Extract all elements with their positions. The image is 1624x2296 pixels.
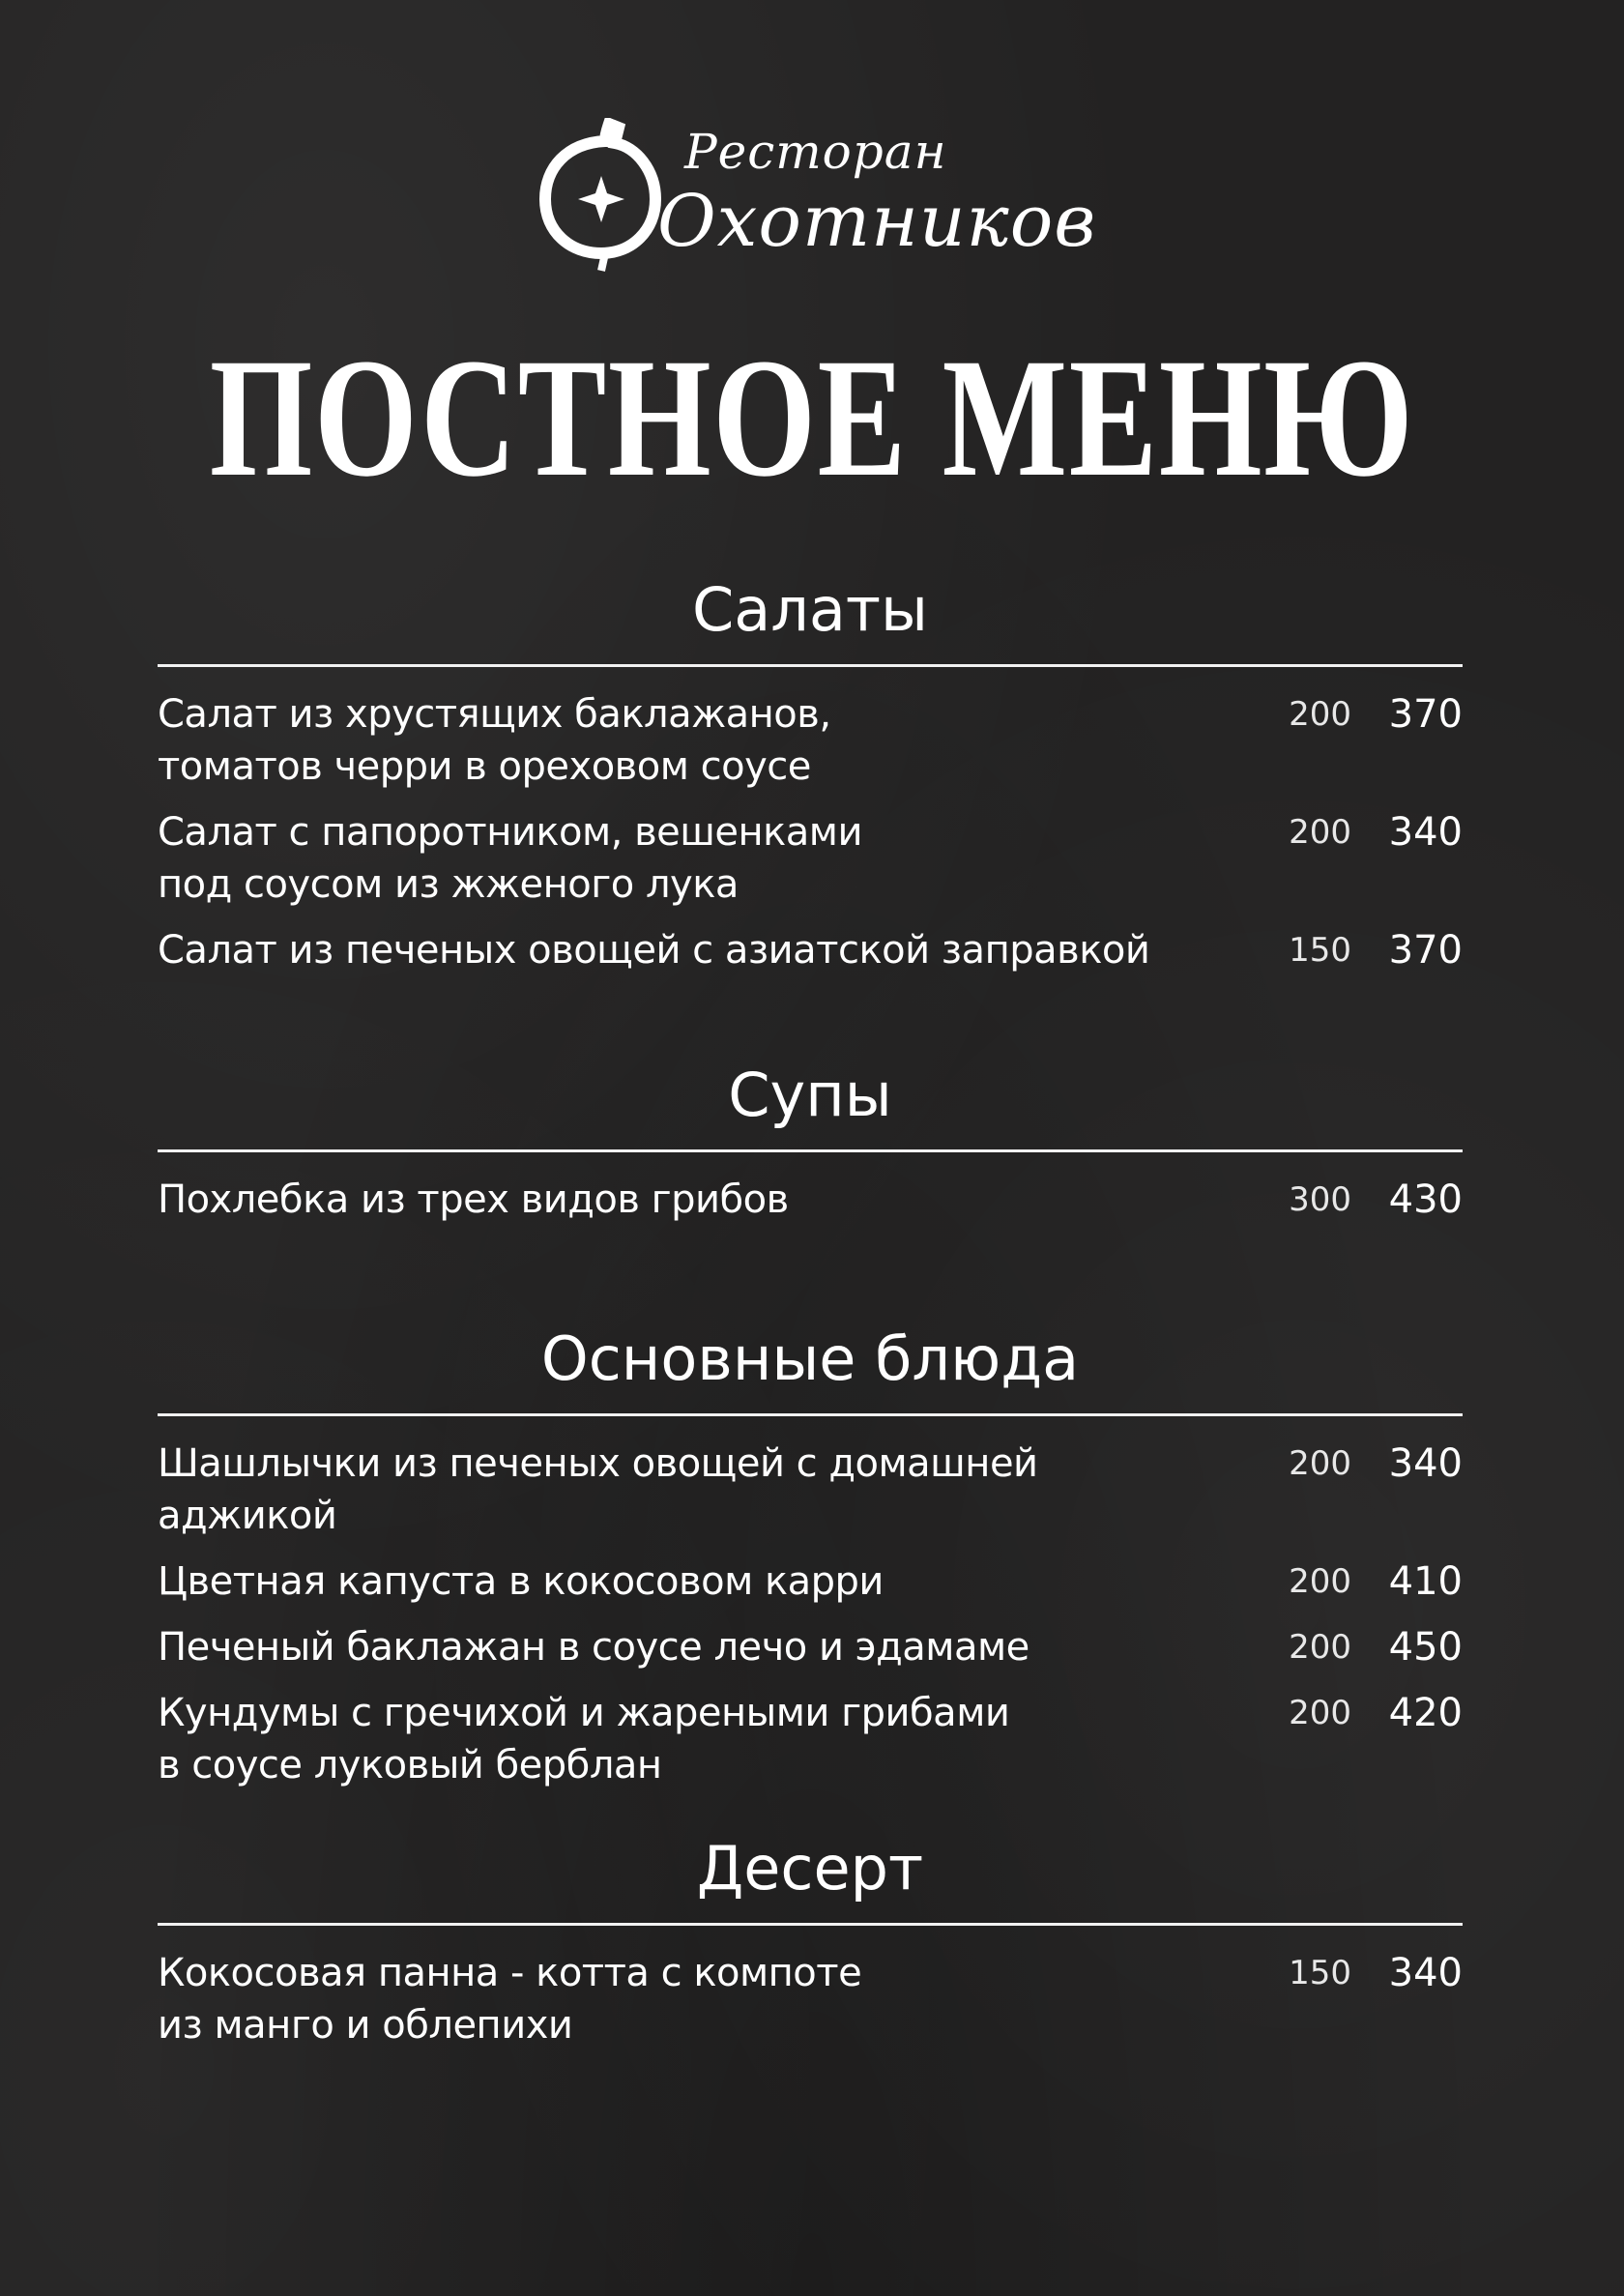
dish-name: Цветная капуста в кокосовом карри	[158, 1559, 884, 1604]
menu-item	[158, 1687, 1463, 1791]
menu-items	[158, 1438, 1463, 1791]
section-divider	[158, 1923, 1463, 1926]
logo-text-name: Охотников	[657, 180, 1097, 263]
menu-items	[158, 1947, 1463, 2051]
dish-name: Кундумы с гречихой и жареными грибами в соусе луковый берблан	[158, 1691, 1010, 1787]
menu-item	[158, 1438, 1463, 1542]
dish-name: Похлебка из трех видов грибов	[158, 1177, 789, 1222]
dish-name: Салат с папоротником, вешенками под соусом из жженого лука	[158, 810, 862, 907]
dish-name: Салат из печеных овощей с азиатской заправкой	[158, 928, 1150, 973]
dish-price: 430	[1388, 1177, 1463, 1222]
dish-price: 410	[1388, 1559, 1463, 1604]
dish-weight: 200	[1289, 1444, 1351, 1483]
section-divider	[158, 1413, 1463, 1416]
dish-name: Печеный баклажан в соусе лечо и эдамаме	[158, 1625, 1030, 1670]
section-title: Основные блюда	[540, 1323, 1080, 1394]
restaurant-logo	[0, 118, 1624, 273]
dish-price: 450	[1388, 1625, 1463, 1670]
dish-weight: 200	[1289, 813, 1351, 852]
section-main-dishes	[158, 1324, 1463, 1805]
section-divider	[158, 1149, 1463, 1152]
menu-items	[158, 688, 1463, 976]
section-title: Салаты	[692, 574, 928, 645]
dish-price: 340	[1388, 810, 1463, 855]
section-title: Десерт	[696, 1833, 924, 1904]
menu-item	[158, 1555, 1463, 1608]
dish-name: Салат из хрустящих баклажанов, томатов черри в ореховом соусе	[158, 692, 831, 789]
dish-price: 370	[1388, 928, 1463, 973]
section-dessert	[158, 1834, 1463, 2065]
menu-item	[158, 688, 1463, 793]
menu-item	[158, 924, 1463, 976]
dish-name: Кокосовая панна - котта с компоте из манго и облепихи	[158, 1951, 862, 2048]
section-divider	[158, 664, 1463, 667]
dish-weight: 150	[1289, 1954, 1351, 1992]
menu-item	[158, 1621, 1463, 1673]
menu-item	[158, 806, 1463, 911]
menu-item	[158, 1174, 1463, 1226]
logo-text-restaurant: Ресторан	[684, 124, 947, 180]
page-title: ПОСТНОЕ МЕНЮ	[209, 324, 1415, 512]
menu-items	[158, 1174, 1463, 1226]
section-soups	[158, 1061, 1463, 1239]
dish-weight: 200	[1289, 1628, 1351, 1667]
dish-weight: 300	[1289, 1180, 1351, 1219]
dish-price: 340	[1388, 1951, 1463, 1995]
dish-name: Шашлычки из печеных овощей с домашней аджикой	[158, 1441, 1038, 1538]
dish-weight: 200	[1289, 1694, 1351, 1732]
section-salads	[158, 575, 1463, 990]
dish-price: 340	[1388, 1441, 1463, 1486]
dish-price: 370	[1388, 692, 1463, 737]
logo-emblem-icon	[537, 118, 663, 273]
dish-weight: 200	[1289, 1562, 1351, 1601]
menu-item	[158, 1947, 1463, 2051]
dish-weight: 150	[1289, 931, 1351, 970]
section-title: Супы	[728, 1060, 892, 1130]
dish-price: 420	[1388, 1691, 1463, 1735]
dish-weight: 200	[1289, 695, 1351, 734]
